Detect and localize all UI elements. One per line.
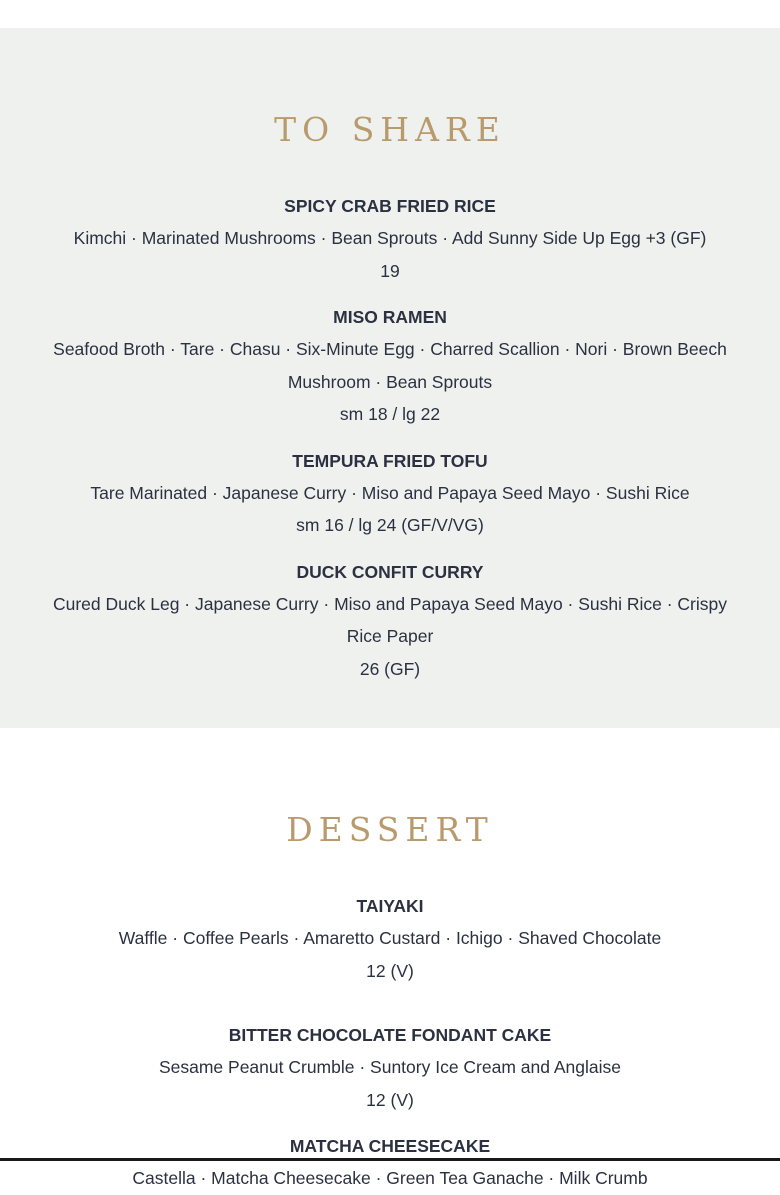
menu-item-matcha-cheesecake [40,1130,740,1195]
item-name: TAIYAKI [356,896,424,916]
item-price: sm 16 / lg 24 (GF/V/VG) [296,515,484,535]
item-name: MATCHA CHEESECAKE [289,1136,491,1156]
item-name: TEMPURA FRIED TOFU [292,450,488,471]
item-name: SPICY CRAB FRIED RICE [284,196,496,216]
item-name: MISO RAMEN [333,307,447,327]
item-price: 26 (GF) [359,658,421,679]
item-price: 12 (V) [366,960,414,981]
item-description: Sesame Peanut Crumble · Suntory Ice Cream and Anglaise [158,1057,622,1077]
item-name: DUCK CONFIT CURRY [296,561,484,582]
item-description: Tare Marinated · Japanese Curry · Miso and Papaya Seed Mayo · Sushi Rice [90,482,690,503]
menu-item-bitter-chocolate-fondant-cake [40,1019,740,1116]
item-price: 12 (V) [366,1089,414,1110]
to-share-heading: TO SHARE [274,110,506,149]
item-description: Kimchi · Marinated Mushrooms · Bean Sprouts · Add Sunny Side Up Egg +3 (GF) [73,228,707,248]
item-description: Castella · Matcha Cheesecake · Green Tea Ganache · Milk Crumb [132,1168,648,1188]
item-description: Waffle · Coffee Pearls · Amaretto Custard · Ichigo · Shaved Chocolate [118,928,662,948]
to-share-section [0,28,780,728]
dessert-heading: DESSERT [286,810,494,849]
dessert-items [0,890,780,1195]
top-spacer [0,0,780,28]
item-price: 19 [380,260,400,281]
item-name: BITTER CHOCOLATE FONDANT CAKE [228,1025,552,1045]
item-price: sm 18 / lg 22 [339,404,441,424]
item-description: Cured Duck Leg · Japanese Curry · Miso and Papaya Seed Mayo · Sushi Rice · Crispy Rice Paper [52,593,728,646]
menu-item-duck-confit-curry [40,556,740,686]
item-description: Seafood Broth · Tare · Chasu · Six-Minute Egg · Charred Scallion · Nori · Brown Beech Mushroom · Bean Sprouts [53,339,727,392]
bottom-divider [0,1158,780,1161]
menu-item-taiyaki [40,890,740,987]
dessert-section [0,728,780,1195]
menu-item-tempura-fried-tofu [40,445,740,542]
menu-item-miso-ramen [40,301,740,431]
menu-item-spicy-crab-fried-rice [40,190,740,287]
to-share-items [0,190,780,685]
